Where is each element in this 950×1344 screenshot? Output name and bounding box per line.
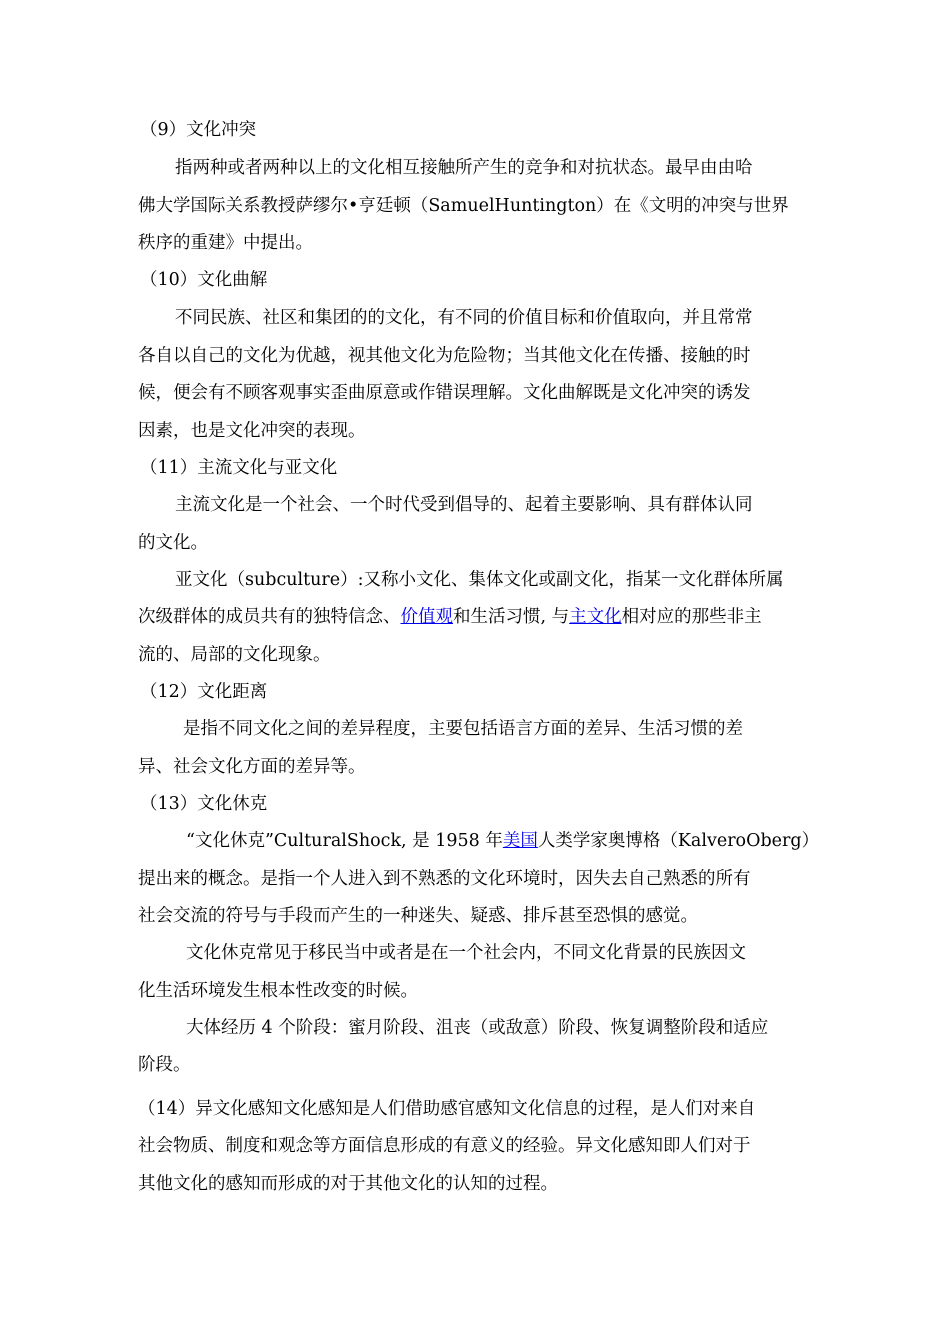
section-heading-12: （12）文化距离 [140,682,268,702]
paragraph-line: 候，便会有不顾客观事实歪曲原意或作错误理解。文化曲解既是文化冲突的诱发 [138,383,751,403]
link-usa[interactable]: 美国 [502,831,538,851]
section-heading-9: （9）文化冲突 [140,120,257,140]
paragraph-line: 各自以自己的文化为优越，视其他文化为危险物；当其他文化在传播、接触的时 [138,346,751,366]
section-heading-11: （11）主流文化与亚文化 [140,458,338,478]
text-span: “文化休克”CulturalShock, 是 1958 年 [186,831,503,851]
text-span: 次级群体的成员共有的独特信念、 [138,607,401,627]
paragraph-line: 主流文化是一个社会、一个时代受到倡导的、起着主要影响、具有群体认同 [175,495,753,515]
paragraph-line: 社会物质、制度和观念等方面信息形成的有意义的经验。异文化感知即人们对于 [138,1136,751,1156]
paragraph-line: 指两种或者两种以上的文化相互接触所产生的竞争和对抗状态。最早由由哈 [175,158,753,178]
paragraph-line: 因素，也是文化冲突的表现。 [138,421,366,441]
link-values[interactable]: 价值观 [400,607,453,627]
link-main-culture[interactable]: 主文化 [569,607,622,627]
paragraph-line: 异、社会文化方面的差异等。 [138,757,366,777]
paragraph-line: 的文化。 [138,533,208,553]
paragraph-line: 化生活环境发生根本性改变的时候。 [138,981,418,1001]
paragraph-line: 不同民族、社区和集团的的文化，有不同的价值目标和价值取向，并且常常 [175,308,753,328]
paragraph-line: 文化休克常见于移民当中或者是在一个社会内，不同文化背景的民族因文 [186,943,746,963]
paragraph-line [138,605,762,629]
section-heading-13: （13）文化休克 [140,794,268,814]
paragraph-line: 大体经历 4 个阶段：蜜月阶段、沮丧（或敌意）阶段、恢复调整阶段和适应 [186,1018,769,1038]
paragraph-line: 秩序的重建》中提出。 [138,233,313,253]
paragraph-line: 阶段。 [138,1055,191,1075]
paragraph-line: 提出来的概念。是指一个人进入到不熟悉的文化环境时，因失去自己熟悉的所有 [138,869,751,889]
paragraph-line [186,829,819,853]
paragraph-line: 其他文化的感知而形成的对于其他文化的认知的过程。 [138,1174,558,1194]
text-span: 人类学家奥博格（KalveroOberg） [537,831,820,851]
text-span: 相对应的那些非主 [621,607,762,627]
paragraph-line: 是指不同文化之间的差异程度，主要包括语言方面的差异、生活习惯的差 [183,719,743,739]
section-14-line: （14）异文化感知文化感知是人们借助感官感知文化信息的过程，是人们对来自 [138,1099,756,1119]
text-span: 和生活习惯, 与 [453,607,570,627]
paragraph-line: 流的、局部的文化现象。 [138,645,331,665]
paragraph-line: 社会交流的符号与手段而产生的一种迷失、疑惑、排斥甚至恐惧的感觉。 [138,906,698,926]
paragraph-line: 佛大学国际关系教授萨缪尔•亨廷顿（SamuelHuntington）在《文明的冲突与世界 [138,196,789,216]
section-heading-10: （10）文化曲解 [140,270,268,290]
paragraph-line: 亚文化（subculture）:又称小文化、集体文化或副文化，指某一文化群体所属 [175,570,784,590]
